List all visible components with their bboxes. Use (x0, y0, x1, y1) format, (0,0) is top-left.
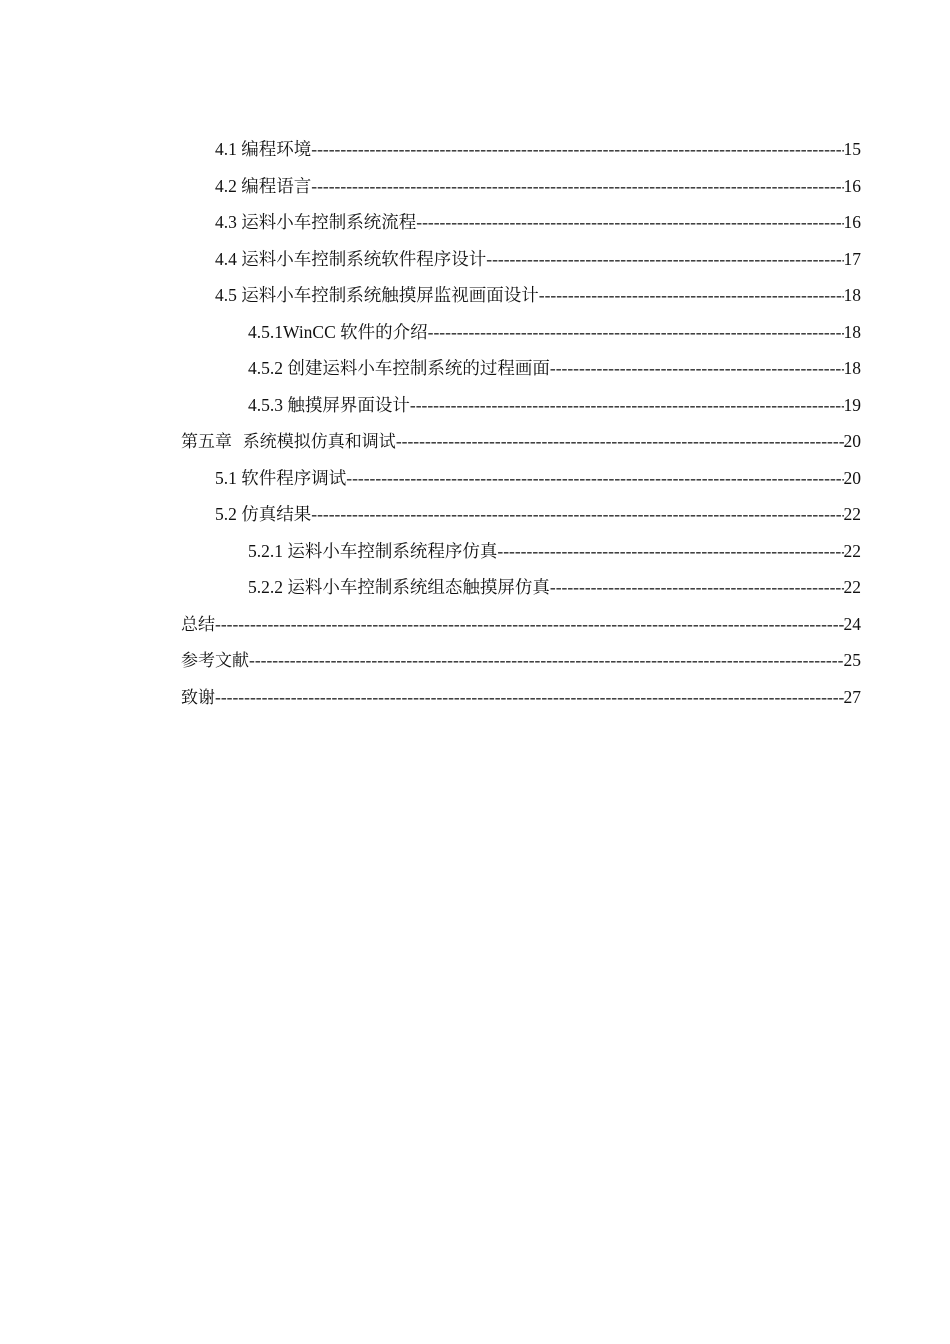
toc-leader-dashes (396, 423, 844, 460)
toc-leader-dashes (428, 314, 844, 351)
toc-entry[interactable] (181, 569, 861, 606)
toc-entry[interactable] (181, 204, 861, 241)
toc-entry-title: 5.2 仿真结果 (215, 504, 312, 524)
toc-entry-title: 参考文献 (181, 651, 249, 671)
toc-entry-page: 16 (843, 212, 861, 232)
toc-entry-page: 19 (843, 394, 861, 415)
toc-entry-page: 22 (843, 540, 861, 561)
toc-entry-page: 20 (843, 467, 861, 488)
toc-entry-page: 25 (843, 650, 861, 670)
toc-entry-title: 4.2 编程语言 (215, 175, 312, 196)
table-of-contents (181, 131, 861, 715)
toc-entry-title: 总结 (181, 614, 215, 635)
toc-entry[interactable] (181, 314, 861, 351)
toc-leader-dashes (550, 569, 844, 606)
toc-leader-dashes (215, 679, 844, 716)
toc-entry-chapter[interactable] (181, 423, 861, 460)
toc-entry-page: 16 (843, 175, 861, 196)
toc-entry-chapter[interactable] (181, 679, 861, 716)
toc-entry-page: 18 (843, 285, 861, 305)
toc-entry-title: 第五章 系统模拟仿真和调试 (181, 432, 396, 452)
toc-entry-chapter[interactable] (181, 606, 861, 643)
toc-entry-title: 4.1 编程环境 (215, 139, 312, 159)
toc-entry[interactable] (181, 168, 861, 205)
toc-entry-title: 4.5 运料小车控制系统触摸屏监视画面设计 (215, 285, 539, 305)
toc-entry-page: 27 (843, 686, 861, 707)
toc-entry[interactable] (181, 241, 861, 278)
toc-entry-title: 5.2.1 运料小车控制系统程序仿真 (248, 540, 498, 561)
toc-leader-dashes (497, 533, 843, 570)
toc-entry-title: 5.2.2 运料小车控制系统组态触摸屏仿真 (248, 577, 550, 597)
toc-entry[interactable] (181, 131, 861, 168)
toc-entry-page: 24 (843, 613, 861, 634)
toc-leader-dashes (416, 204, 843, 241)
toc-entry-title: 4.5.1WinCC 软件的介绍 (248, 321, 428, 342)
toc-entry-page: 18 (843, 358, 861, 378)
toc-leader-dashes (410, 387, 844, 424)
toc-leader-dashes (486, 241, 843, 278)
toc-entry-page: 22 (843, 577, 861, 597)
toc-entry-page: 17 (843, 248, 861, 269)
toc-entry-title: 致谢 (181, 687, 215, 708)
toc-entry-page: 15 (843, 139, 861, 159)
toc-leader-dashes (539, 277, 844, 314)
toc-leader-dashes (550, 350, 844, 387)
toc-leader-dashes (311, 131, 843, 168)
toc-entry-page: 20 (843, 431, 861, 451)
toc-entry[interactable] (181, 277, 861, 314)
toc-entry-chapter[interactable] (181, 642, 861, 679)
toc-leader-dashes (311, 168, 843, 205)
toc-leader-dashes (311, 496, 843, 533)
toc-leader-dashes (249, 642, 844, 679)
toc-leader-dashes (215, 606, 844, 643)
toc-leader-dashes (346, 460, 843, 497)
toc-entry-title: 4.5.2 创建运料小车控制系统的过程画面 (248, 358, 550, 378)
toc-entry[interactable] (181, 460, 861, 497)
toc-entry-title: 4.3 运料小车控制系统流程 (215, 212, 417, 232)
toc-entry-title: 4.5.3 触摸屏界面设计 (248, 394, 410, 415)
toc-entry-page: 18 (843, 321, 861, 342)
toc-entry-page: 22 (843, 504, 861, 524)
toc-entry-title: 5.1 软件程序调试 (215, 467, 347, 488)
toc-entry-title: 4.4 运料小车控制系统软件程序设计 (215, 248, 487, 269)
toc-entry[interactable] (181, 387, 861, 424)
toc-entry[interactable] (181, 533, 861, 570)
toc-entry[interactable] (181, 496, 861, 533)
toc-entry[interactable] (181, 350, 861, 387)
